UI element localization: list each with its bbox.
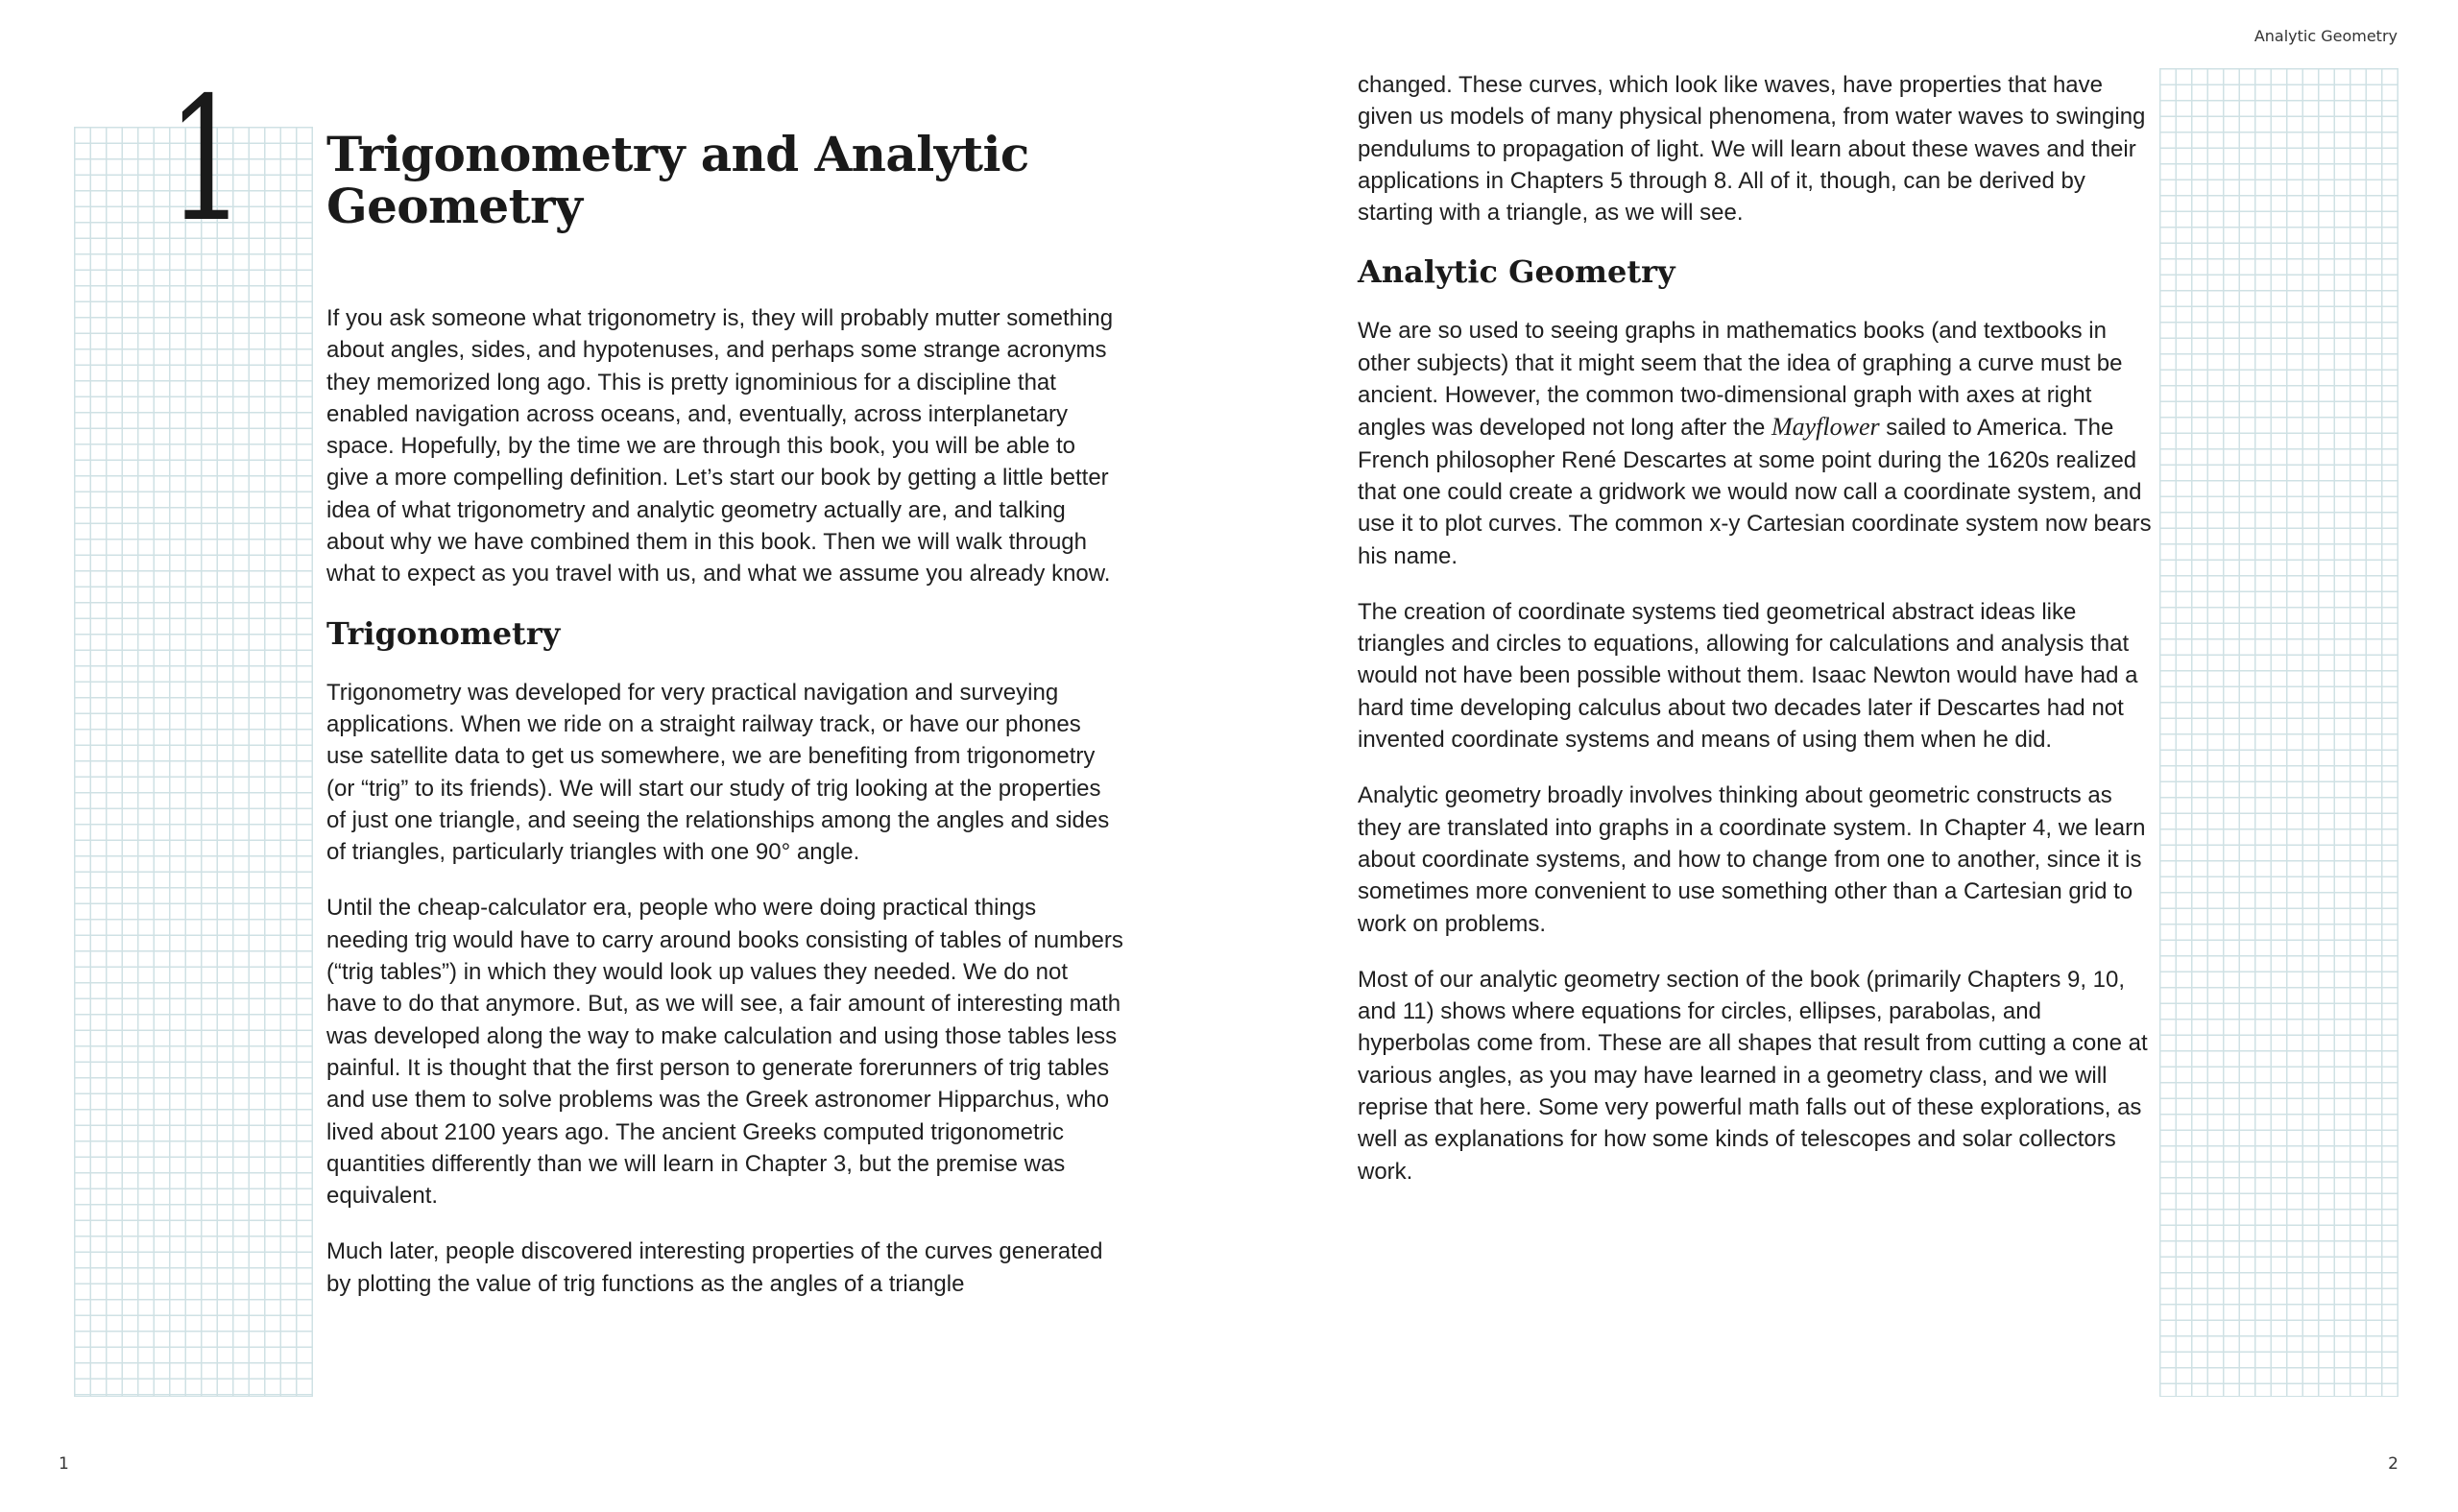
body-paragraph: Most of our analytic geometry section of the book (primarily Chapters 9, 10, and 11) shows where equations for circles, ellipses, parabolas, and hyperbolas come from. These are all shapes that result from cutting a cone at various angles, as you may have learned in a geometry class, and we will reprise that here. Some very powerful math falls out of these explorations, as well as explanations for how some kinds of telescopes and solar collectors work. (1358, 966, 2148, 1185)
section-heading-trigonometry: Trigonometry (326, 614, 561, 652)
graph-paper-margin-right (2159, 68, 2398, 1397)
body-paragraph (1358, 315, 2155, 571)
running-head: Analytic Geometry (2253, 27, 2398, 45)
chapter-title: Trigonometry and Analytic Geometry (326, 126, 1029, 234)
body-paragraph: Until the cheap-calculator era, people who were doing practical things needing trig would have to carry around books consisting of tables of numbers (“trig tables”) in which they would look up values they needed. We do not have to do that anymore. But, as we will see, a fair amount of interesting math was developed along the way to make calculation and using those tables less painful. It is thought that the first person to generate forerunners of trig tables and use them to solve problems was the Greek astronomer Hipparchus, who lived about 2100 years ago. The ancient Greeks computed trigonometric quantities differently than we will learn in Chapter 3, but the premise was equivalent. (326, 895, 1123, 1210)
page-number-right: 2 (2388, 1454, 2398, 1474)
graph-paper-margin-left (74, 127, 313, 1397)
chapter-number: 1 (167, 60, 246, 259)
paragraph-text: We are so used to seeing graphs in mathematics books (and textbooks in other subjects) that it might seem that the idea of graphing a curve must be ancient. However, the common two-dimensional graph with axes at right angles was developed not long after the (1358, 318, 2123, 442)
intro-paragraph: If you ask someone what trigonometry is, they will probably mutter something about angles, sides, and hypotenuses, and perhaps some strange acronyms they memorized long ago. This is pretty ignominious for a discipline that enabled navigation across oceans, and, eventually, across interplanetary space. Hopefully, by the time we are through this book, you will be able to give a more compelling definition. Let’s start our book by getting a little better idea of what trigonometry and analytic geometry actually are, and talking about why we have combined them in this book. Then we will walk through what to expect as you travel with us, and what we assume you already know. (326, 305, 1114, 588)
paragraph-text: sailed to America. The French philosopher René Descartes at some point during the 1620s realized that one could create a gridwork we would now call a coordinate system, and use it to plot curves. The common x-y Cartesian coordinate system now bears his name. (1358, 415, 2152, 569)
continued-paragraph: changed. These curves, which look like waves, have properties that have given us models of many physical phenomena, from water waves to swinging pendulums to propagation of light. We will learn about these waves and their applications in Chapters 5 through 8. All of it, though, can be derived by starting with a triangle, as we will see. (1358, 72, 2146, 227)
body-paragraph: Trigonometry was developed for very practical navigation and surveying applications. When we ride on a straight railway track, or have our phones use satellite data to get us somewhere, we are benefiting from trigonometry (or “trig” to its friends). We will start our study of trig looking at the properties of just one triangle, and seeing the relationships among the angles and sides of triangles, particularly triangles with one 90° angle. (326, 679, 1110, 866)
section-heading-analytic-geometry: Analytic Geometry (1358, 253, 1675, 291)
body-paragraph: The creation of coordinate systems tied geometrical abstract ideas like triangles and circles to equations, allowing for calculations and analysis that would not have been possible without them. Isaac Newton would have had a hard time developing calculus about two decades later if Descartes had not invented coordinate systems and means of using them when he did. (1358, 598, 2138, 754)
italic-term: Mayflower (1771, 413, 1880, 442)
left-text-column (326, 302, 1123, 1324)
body-paragraph: Much later, people discovered interesting properties of the curves generated by plotting the value of trig functions as the angles of a triangle (326, 1238, 1103, 1297)
page-number-left: 1 (59, 1454, 69, 1474)
body-paragraph: Analytic geometry broadly involves thinking about geometric constructs as they are translated into graphs in a coordinate system. In Chapter 4, we learn about coordinate systems, and how to change from one to another, since it is sometimes more convenient to use something other than a Cartesian grid to work on problems. (1358, 782, 2146, 937)
right-text-column (1358, 69, 2155, 1212)
